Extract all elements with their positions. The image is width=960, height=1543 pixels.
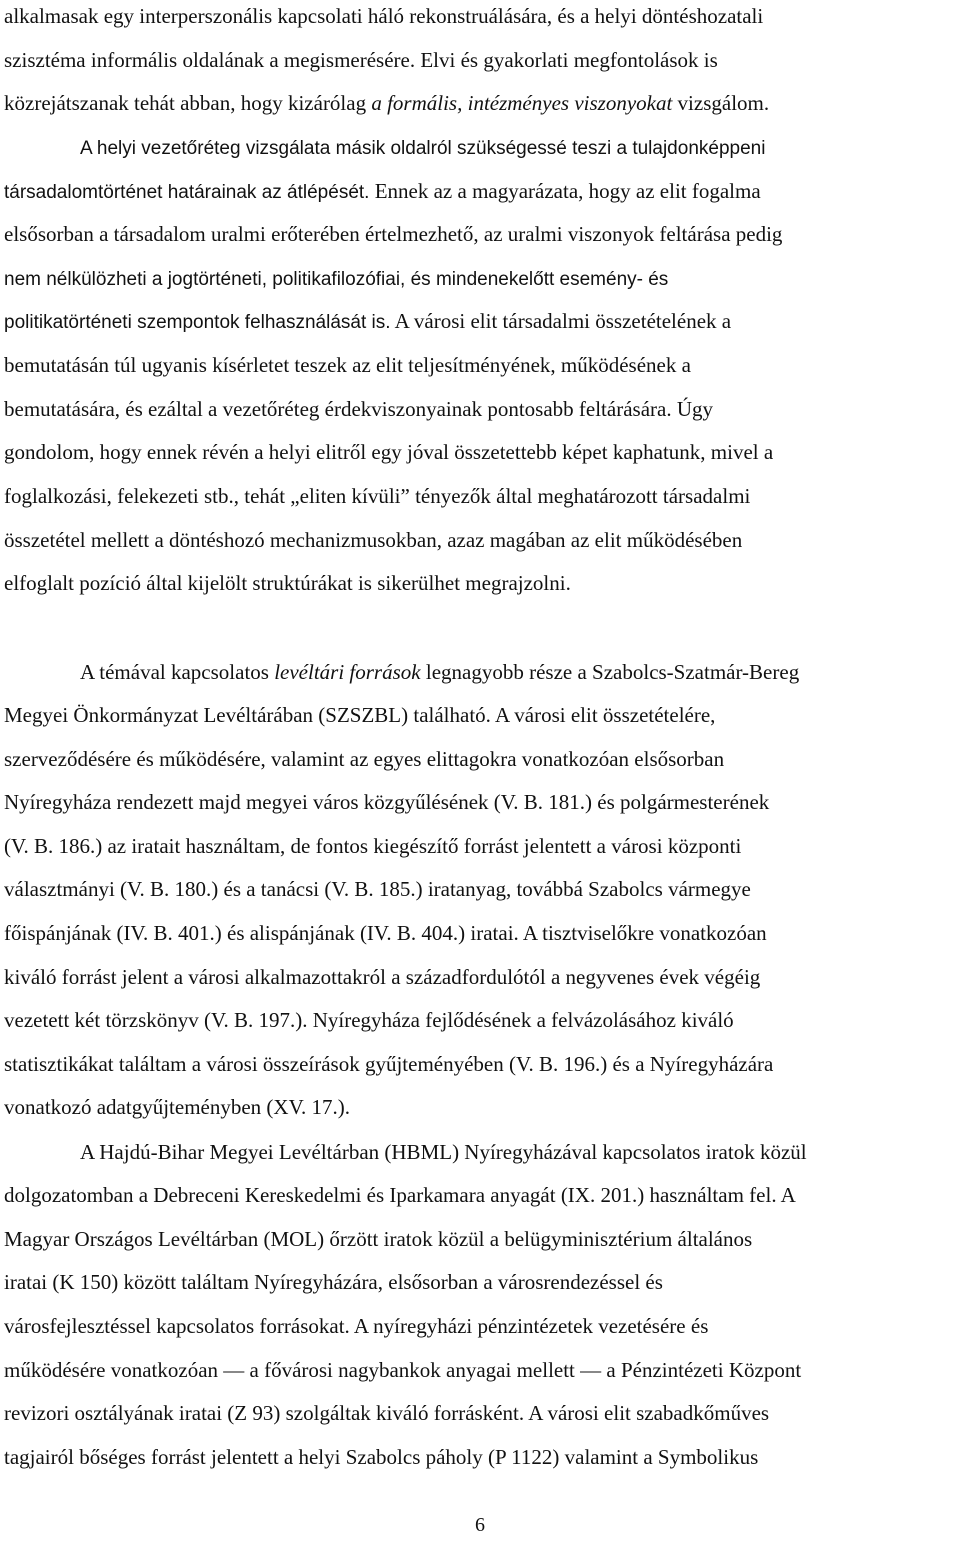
text-segment: statisztikákat találtam a városi összeírások gyűjteményében (V. B. 196.) és a Nyíregyházára [4, 1052, 774, 1076]
text-segment: A témával kapcsolatos [80, 660, 275, 684]
text-line [4, 1400, 769, 1426]
text-line [4, 1182, 796, 1208]
text-line [4, 483, 750, 509]
text-line [4, 308, 731, 336]
text-segment: társadalomtörténet határainak az átlépését. [4, 182, 370, 203]
text-segment: bemutatásán túl ugyanis kísérletet teszek az elit teljesítményének, működésének a [4, 353, 691, 377]
text-line [4, 352, 691, 378]
text-line [4, 90, 769, 116]
text-line [4, 221, 782, 247]
text-line [4, 47, 718, 73]
text-segment: szisztéma informális oldalának a megismerésére. Elvi és gyakorlati megfontolások is [4, 48, 718, 72]
text-segment: Megyei Önkormányzat Levéltárában (SZSZBL) található. A városi elit összetételére, [4, 703, 716, 727]
text-line [4, 964, 760, 990]
text-segment: Nyíregyháza rendezett majd megyei város közgyűlésének (V. B. 181.) és polgármesterének [4, 790, 770, 814]
text-segment: kiváló forrást jelent a városi alkalmazottakról a századfordulótól a negyvenes évek végéig [4, 965, 761, 989]
text-segment: összetétel mellett a döntéshozó mechanizmusokban, azaz magában az elit működésében [4, 528, 743, 552]
text-line [4, 1269, 663, 1295]
text-segment: tagjairól bőséges forrást jelentett a helyi Szabolcs páholy (P 1122) valamint a Symbolikus [4, 1445, 759, 1469]
text-segment: működésére vonatkozóan — a fővárosi nagybankok anyagai mellett — a Pénzintézeti Központ [4, 1358, 802, 1382]
text-line [4, 1051, 773, 1077]
text-segment: vizsgálom. [672, 91, 770, 115]
text-segment: (V. B. 186.) az iratait használtam, de fontos kiegészítő forrást jelentett a városi központi [4, 834, 742, 858]
italic-phrase: levéltári források [274, 660, 421, 684]
text-segment: elfoglalt pozíció által kijelölt struktúrákat is sikerülhet megrajzolni. [4, 571, 571, 595]
page-number: 6 [475, 1514, 485, 1536]
text-segment: dolgozatomban a Debreceni Kereskedelmi és Iparkamara anyagát (IX. 201.) használtam fel. A [4, 1183, 796, 1207]
text-segment: főispánjának (IV. B. 401.) és alispánjának (IV. B. 404.) iratai. A tisztviselőkre vonatkozóan [4, 921, 767, 945]
text-segment: vezetett két törzskönyv (V. B. 197.). Nyíregyháza fejlődésének a felvázolásához kiváló [4, 1008, 734, 1032]
text-segment: szerveződésére és működésére, valamint az egyes elittagokra vonatkozóan elsősorban [4, 747, 725, 771]
text-segment: vonatkozó adatgyűjteményben (XV. 17.). [4, 1095, 351, 1119]
text-segment: választmányi (V. B. 180.) és a tanácsi (V. B. 185.) iratanyag, továbbá Szabolcs vármegye [4, 877, 751, 901]
text-segment: Magyar Országos Levéltárban (MOL) őrzött iratok közül a belügyminisztérium általános [4, 1227, 753, 1251]
text-line [4, 702, 715, 728]
text-segment: politikatörténeti szempontok felhasználását is. [4, 312, 391, 333]
text-line [4, 1094, 350, 1120]
text-segment: A városi elit társadalmi összetételének a [390, 309, 732, 333]
text-line [4, 789, 769, 815]
text-segment: nem nélkülözheti a jogtörténeti, politikafilozófiai, és mindenekelőtt esemény- és [4, 269, 669, 290]
text-line [4, 920, 767, 946]
text-line [4, 1313, 708, 1339]
text-segment: közrejátszanak tehát abban, hogy kizárólag [4, 91, 372, 115]
text-line [4, 178, 761, 206]
text-line [4, 746, 724, 772]
text-segment: városfejlesztéssel kapcsolatos forrásokat. A nyíregyházi pénzintézetek vezetésére és [4, 1314, 709, 1338]
text-line [4, 1444, 758, 1470]
text-line [4, 396, 713, 422]
italic-phrase: a formális, intézményes viszonyokat [371, 91, 673, 115]
text-segment: A Hajdú-Bihar Megyei Levéltárban (HBML) Nyíregyházával kapcsolatos iratok közül [80, 1140, 807, 1164]
text-segment: Ennek az a magyarázata, hogy az elit fogalma [369, 179, 761, 203]
text-line [80, 659, 799, 685]
text-line [4, 1007, 734, 1033]
text-line [4, 1226, 752, 1252]
text-segment: bemutatására, és ezáltal a vezetőréteg érdekviszonyainak pontosabb feltárására. Úgy [4, 397, 713, 421]
text-segment: elsősorban a társadalom uralmi erőterében értelmezhető, az uralmi viszonyok feltárása pedig [4, 222, 783, 246]
text-line [80, 134, 765, 162]
text-line [4, 527, 742, 553]
text-segment: foglalkozási, felekezeti stb., tehát „eliten kívüli” tényezők által meghatározott társadalmi [4, 484, 751, 508]
text-line [4, 265, 668, 293]
text-segment: A helyi vezetőréteg vizsgálata másik oldalról szükségessé teszi a tulajdonképpeni [80, 138, 766, 159]
text-line [80, 1139, 807, 1165]
text-segment: alkalmasak egy interperszonális kapcsolati háló rekonstruálására, és a helyi döntéshozatali [4, 4, 764, 28]
text-segment: revizori osztályának iratai (Z 93) szolgáltak kiváló forrásként. A városi elit szabadkőműves [4, 1401, 770, 1425]
text-line [4, 3, 763, 29]
text-line [4, 833, 741, 859]
text-segment: legnagyobb része a Szabolcs-Szatmár-Bereg [420, 660, 800, 684]
text-segment: gondolom, hogy ennek révén a helyi elitről egy jóval összetettebb képet kaphatunk, mivel a [4, 440, 774, 464]
text-line [4, 1357, 801, 1383]
text-line [4, 570, 571, 596]
text-segment: iratai (K 150) között találtam Nyíregyházára, elsősorban a városrendezéssel és [4, 1270, 663, 1294]
text-line [4, 876, 751, 902]
text-line [4, 439, 773, 465]
